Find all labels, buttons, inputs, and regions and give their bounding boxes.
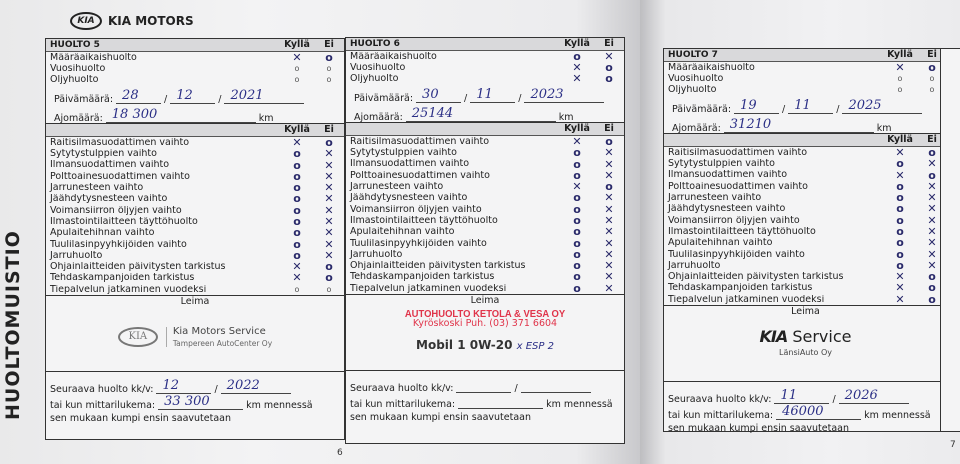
checked-mark[interactable]: ✕: [324, 203, 334, 217]
mileage-label: Ajomäärä:: [354, 111, 403, 123]
empty-circle[interactable]: o: [573, 225, 581, 239]
service-panel-5: [45, 38, 345, 440]
item-label: Ohjainlaitteiden päivitysten tarkistus: [668, 272, 844, 282]
page-number: 6: [337, 448, 343, 458]
top-item-row: [346, 62, 624, 73]
checked-mark[interactable]: ✕: [572, 134, 582, 148]
page-number: 7: [950, 440, 956, 450]
item-label: Jäähdytysnesteen vaihto: [350, 193, 468, 203]
km-by-label: km mennessä: [246, 399, 313, 411]
item-label: Määräaikaishuolto: [350, 51, 437, 62]
checked-mark[interactable]: ✕: [895, 292, 905, 306]
empty-circle[interactable]: o: [325, 271, 333, 285]
empty-circle[interactable]: o: [573, 157, 581, 171]
service-item-row: [346, 181, 624, 192]
date-field: Päivämäärä: 30 / 11 / 2023: [346, 84, 624, 103]
checked-mark[interactable]: ✕: [604, 202, 614, 216]
whichever-label: sen mukaan kumpi ensin saavutetaan: [50, 413, 231, 425]
empty-circle[interactable]: o: [928, 281, 936, 295]
checked-mark[interactable]: ✕: [927, 236, 937, 250]
empty-circle[interactable]: o: [326, 284, 332, 294]
date-month[interactable]: 12: [170, 89, 215, 104]
checked-mark[interactable]: ✕: [895, 145, 905, 159]
item-label: Vuosihuolto: [350, 62, 406, 73]
item-label: Jäähdytysnesteen vaihto: [668, 204, 786, 214]
checked-mark[interactable]: ✕: [604, 157, 614, 171]
top-item-row: [346, 73, 624, 84]
service-item-row: [664, 170, 947, 181]
empty-circle[interactable]: o: [325, 135, 333, 149]
service-item-row: [46, 148, 344, 159]
item-label: Jarrunesteen vaihto: [350, 182, 444, 192]
item-label: Raitisilmasuodattimen vaihto: [350, 136, 490, 147]
checked-mark[interactable]: ✕: [895, 270, 905, 284]
checked-mark[interactable]: ✕: [292, 50, 302, 64]
mileage-field: [664, 114, 947, 133]
service-item-row: [346, 272, 624, 283]
checked-mark[interactable]: ✕: [604, 49, 614, 63]
stamp-area: [46, 295, 344, 371]
mileage-value[interactable]: 31210: [724, 118, 874, 133]
empty-circle[interactable]: o: [928, 145, 936, 159]
checked-mark[interactable]: ✕: [895, 281, 905, 295]
item-label: Ilmansuodattimen vaihto: [668, 170, 788, 180]
date-label: Päivämäärä:: [354, 92, 414, 104]
service-panel-7: [663, 48, 948, 435]
service-item-row: [664, 158, 947, 169]
checked-mark[interactable]: ✕: [927, 179, 937, 193]
service-title: HUOLTO 5: [50, 39, 100, 50]
next-km[interactable]: [458, 394, 543, 409]
mileage-label: Ajomäärä:: [672, 122, 721, 134]
checked-mark[interactable]: ✕: [572, 60, 582, 74]
next-km[interactable]: 33 300: [158, 395, 243, 410]
checked-mark[interactable]: ✕: [604, 191, 614, 205]
checked-mark[interactable]: ✕: [604, 225, 614, 239]
service-item-row: [46, 227, 344, 238]
service-item-row: [664, 237, 947, 248]
empty-circle[interactable]: o: [325, 50, 333, 64]
next-year[interactable]: [521, 378, 591, 393]
date-year[interactable]: 2025: [842, 99, 922, 114]
empty-circle[interactable]: o: [928, 168, 936, 182]
no-header: Ei: [324, 124, 334, 136]
checked-mark[interactable]: ✕: [927, 258, 937, 272]
service-item-row: [664, 181, 947, 192]
item-label: Polttoainesuodattimen vaihto: [668, 181, 808, 192]
dealer-sub: Tampereen AutoCenter Oy: [172, 338, 273, 348]
empty-circle[interactable]: o: [293, 169, 301, 183]
empty-circle[interactable]: o: [293, 158, 301, 172]
date-year[interactable]: 2023: [524, 88, 604, 103]
checked-mark[interactable]: ✕: [324, 147, 334, 161]
item-label: Raitisilmasuodattimen vaihto: [668, 147, 808, 158]
kia-oval-logo: KIA: [70, 12, 102, 30]
checked-mark[interactable]: ✕: [927, 247, 937, 261]
empty-circle[interactable]: o: [573, 191, 581, 205]
checked-mark[interactable]: ✕: [604, 146, 614, 160]
checked-mark[interactable]: ✕: [324, 248, 334, 262]
item-label: Voimansiirron öljyjen vaihto: [50, 205, 182, 216]
item-label: Ilmansuodattimen vaihto: [50, 160, 170, 170]
empty-circle[interactable]: o: [573, 270, 581, 284]
km-unit: km: [558, 111, 574, 123]
no-header: Ei: [324, 39, 334, 51]
odometer-label: tai kun mittarilukema:: [350, 398, 456, 410]
checked-mark[interactable]: ✕: [604, 213, 614, 227]
service-item-row: [346, 159, 624, 170]
yes-header: Kyllä: [887, 49, 913, 61]
next-service: Seuraava huolto kk/v: / tai kun mittarilukema: km mennessä sen mukaan kumpi ensin saavutetaan: [346, 370, 624, 423]
km-unit: km: [258, 112, 274, 124]
empty-circle[interactable]: o: [573, 213, 581, 227]
item-label: Apulaitehihnan vaihto: [350, 227, 455, 237]
item-label: Öljyhuolto: [668, 84, 717, 95]
service-panel-8-partial: [940, 48, 960, 432]
empty-circle[interactable]: o: [897, 84, 903, 94]
checked-mark[interactable]: ✕: [604, 168, 614, 182]
top-item-row: [46, 52, 344, 63]
service-item-row: [46, 284, 344, 295]
item-label: Tehdaskampanjoiden tarkistus: [350, 272, 495, 282]
next-label: Seuraava huolto kk/v:: [668, 393, 772, 405]
item-label: Ohjainlaitteiden päivitysten tarkistus: [350, 261, 526, 271]
date-month[interactable]: 11: [788, 99, 833, 114]
whichever-label: sen mukaan kumpi ensin saavutetaan: [350, 412, 531, 424]
next-service: Seuraava huolto kk/v: 11 / 2026 tai kun mittarilukema: 46000 km mennessä sen mukaan kumpi ensin saavutetaan: [664, 381, 947, 434]
service-item-row: [346, 260, 624, 271]
checked-mark[interactable]: ✕: [604, 247, 614, 261]
item-label: Tuulilasinpyyhkijöiden vaihto: [50, 239, 187, 250]
empty-circle[interactable]: o: [293, 214, 301, 228]
item-label: Määräaikaishuolto: [668, 62, 755, 73]
service-item-row: [346, 249, 624, 260]
empty-circle[interactable]: o: [605, 60, 613, 74]
item-label: Apulaitehihnan vaihto: [50, 228, 155, 238]
item-label: Jarrunesteen vaihto: [50, 183, 144, 193]
kia-logo: KIA: [759, 326, 788, 346]
checked-mark[interactable]: ✕: [895, 60, 905, 74]
empty-circle[interactable]: o: [573, 236, 581, 250]
checked-mark[interactable]: ✕: [604, 281, 614, 295]
top-item-row: [664, 84, 947, 95]
stamp-label: Leima: [180, 296, 210, 308]
stamp-label: Leima: [470, 295, 500, 307]
service-item-row: [664, 203, 947, 214]
empty-circle[interactable]: o: [896, 224, 904, 238]
date-year[interactable]: 2021: [224, 89, 304, 104]
item-label: Sytytystulppien vaihto: [350, 148, 457, 158]
oil-sticker: Mobil 1 0W-20: [416, 337, 513, 352]
empty-circle[interactable]: o: [294, 74, 300, 84]
item-label: Ilmastointilaitteen täyttöhuolto: [350, 215, 498, 226]
whichever-label: sen mukaan kumpi ensin saavutetaan: [668, 423, 849, 435]
checked-mark[interactable]: ✕: [572, 71, 582, 85]
panel-header: [346, 38, 624, 51]
item-label: Öljyhuolto: [350, 73, 399, 84]
next-label: Seuraava huolto kk/v:: [50, 383, 154, 395]
checked-mark[interactable]: ✕: [572, 180, 582, 194]
empty-circle[interactable]: o: [293, 237, 301, 251]
km-unit: km: [876, 122, 892, 134]
service-item-row: [664, 147, 947, 158]
service-item-row: [664, 226, 947, 237]
item-label: Polttoainesuodattimen vaihto: [350, 170, 490, 181]
date-label: Päivämäärä:: [672, 103, 732, 115]
item-label: Tuulilasinpyyhkijöiden vaihto: [350, 238, 487, 249]
empty-circle[interactable]: o: [605, 134, 613, 148]
item-label: Jarruhuolto: [50, 250, 103, 261]
empty-circle[interactable]: o: [573, 168, 581, 182]
service-item-row: [664, 215, 947, 226]
item-label: Jarruhuolto: [350, 249, 403, 260]
km-by-label: km mennessä: [546, 398, 613, 410]
kia-motors-logo: [70, 12, 194, 30]
empty-circle[interactable]: o: [573, 281, 581, 295]
empty-circle[interactable]: o: [573, 247, 581, 261]
service-brand: Service: [792, 326, 852, 346]
yes-header: Kyllä: [284, 124, 310, 136]
next-service: Seuraava huolto kk/v: 12 / 2022 tai kun mittarilukema: 33 300 km mennessä sen mukaan kumpi ensin saavutetaan: [46, 371, 344, 424]
empty-circle[interactable]: o: [896, 236, 904, 250]
empty-circle[interactable]: o: [573, 146, 581, 160]
item-label: Polttoainesuodattimen vaihto: [50, 171, 190, 182]
empty-circle[interactable]: o: [294, 284, 300, 294]
empty-circle[interactable]: o: [325, 260, 333, 274]
checked-mark[interactable]: ✕: [927, 157, 937, 171]
next-km[interactable]: 46000: [776, 405, 861, 420]
odometer-label: tai kun mittarilukema:: [668, 409, 774, 421]
checked-mark[interactable]: ✕: [324, 169, 334, 183]
item-label: Raitisilmasuodattimen vaihto: [50, 137, 190, 148]
kia-logo: KIA: [118, 327, 158, 347]
empty-circle[interactable]: o: [896, 247, 904, 261]
item-label: Sytytystulppien vaihto: [668, 159, 775, 169]
no-header: Ei: [604, 123, 614, 135]
empty-circle[interactable]: o: [929, 84, 935, 94]
empty-circle[interactable]: o: [293, 203, 301, 217]
checked-mark[interactable]: ✕: [324, 214, 334, 228]
no-header: Ei: [927, 134, 937, 146]
mileage-value[interactable]: 25144: [406, 107, 556, 122]
item-label: Tiepalvelun jatkaminen vuodeksi: [668, 294, 825, 305]
empty-circle[interactable]: o: [573, 49, 581, 63]
checked-mark[interactable]: ✕: [324, 192, 334, 206]
item-label: Tiepalvelun jatkaminen vuodeksi: [50, 284, 207, 295]
next-year[interactable]: 2026: [839, 389, 909, 404]
date-day[interactable]: 19: [734, 99, 779, 114]
checked-mark[interactable]: ✕: [292, 271, 302, 285]
empty-circle[interactable]: o: [294, 63, 300, 73]
top-item-row: [664, 62, 947, 73]
item-label: Vuosihuolto: [668, 73, 724, 84]
empty-circle[interactable]: o: [928, 292, 936, 306]
service-title: HUOLTO 7: [668, 49, 718, 60]
empty-circle[interactable]: o: [293, 226, 301, 240]
empty-circle[interactable]: o: [605, 71, 613, 85]
stamp-area: [664, 305, 947, 381]
item-label: Ilmastointilaitteen täyttöhuolto: [50, 216, 198, 227]
next-month[interactable]: [456, 378, 511, 393]
stamp-area: [346, 294, 624, 370]
service-item-row: [46, 273, 344, 284]
service-title: HUOLTO 6: [350, 38, 400, 49]
top-item-row: [346, 51, 624, 62]
empty-circle[interactable]: o: [928, 270, 936, 284]
item-label: Ilmastointilaitteen täyttöhuolto: [668, 226, 816, 237]
checked-mark[interactable]: ✕: [324, 158, 334, 172]
empty-circle[interactable]: o: [293, 181, 301, 195]
empty-circle[interactable]: o: [326, 74, 332, 84]
empty-circle[interactable]: o: [326, 63, 332, 73]
service-item-row: [664, 192, 947, 203]
date-month[interactable]: 11: [470, 88, 515, 103]
empty-circle[interactable]: o: [293, 248, 301, 262]
service-item-row: [346, 170, 624, 181]
checked-mark[interactable]: ✕: [292, 135, 302, 149]
checked-mark[interactable]: ✕: [927, 191, 937, 205]
service-item-row: [346, 204, 624, 215]
item-label: Sytytystulppien vaihto: [50, 149, 157, 159]
date-day[interactable]: 28: [116, 89, 161, 104]
item-label: Tehdaskampanjoiden tarkistus: [668, 283, 813, 293]
empty-circle[interactable]: o: [896, 213, 904, 227]
date-field: Päivämäärä: 28 / 12 / 2021: [46, 85, 344, 104]
item-label: Voimansiirron öljyjen vaihto: [350, 204, 482, 215]
item-label: Voimansiirron öljyjen vaihto: [668, 215, 800, 226]
date-label: Päivämäärä:: [54, 93, 114, 105]
service-item-row: [346, 136, 624, 147]
no-header: Ei: [927, 49, 937, 61]
service-item-row: [346, 283, 624, 294]
empty-circle[interactable]: o: [897, 73, 903, 83]
dealer-sub: LänsiAuto Oy: [779, 347, 832, 357]
service-item-row: [664, 294, 947, 305]
checked-mark[interactable]: ✕: [604, 270, 614, 284]
handwritten-note: x ESP 2: [516, 340, 554, 352]
service-item-row: [346, 215, 624, 226]
odometer-label: tai kun mittarilukema:: [50, 399, 156, 411]
item-label: Ilmansuodattimen vaihto: [350, 159, 470, 169]
checked-mark[interactable]: ✕: [324, 226, 334, 240]
yes-header: Kyllä: [564, 38, 590, 50]
item-label: Tiepalvelun jatkaminen vuodeksi: [350, 283, 507, 294]
service-item-row: [346, 192, 624, 203]
next-month[interactable]: 11: [774, 389, 829, 404]
top-item-row: [46, 63, 344, 74]
empty-circle[interactable]: o: [573, 259, 581, 273]
side-title: HUOLTOMUISTIO: [2, 230, 24, 420]
yes-header: Kyllä: [284, 39, 310, 51]
empty-circle[interactable]: o: [896, 202, 904, 216]
service-item-row: [664, 249, 947, 260]
checked-mark[interactable]: ✕: [927, 202, 937, 216]
km-by-label: km mennessä: [864, 409, 931, 421]
empty-circle[interactable]: o: [896, 179, 904, 193]
item-label: Öljyhuolto: [50, 74, 99, 85]
next-label: Seuraava huolto kk/v:: [350, 382, 454, 394]
mileage-field: [46, 104, 344, 123]
top-item-row: [664, 73, 947, 84]
top-item-row: [46, 74, 344, 85]
next-year[interactable]: 2022: [221, 379, 291, 394]
item-label: Vuosihuolto: [50, 63, 106, 74]
checked-mark[interactable]: ✕: [324, 237, 334, 251]
checked-mark[interactable]: ✕: [292, 260, 302, 274]
empty-circle[interactable]: o: [929, 73, 935, 83]
checked-mark[interactable]: ✕: [895, 168, 905, 182]
stamp-phone: Kyröskoski Puh. (03) 371 6604: [412, 318, 558, 330]
item-label: Apulaitehihnan vaihto: [668, 238, 773, 248]
date-day[interactable]: 30: [416, 88, 461, 103]
item-label: Jarrunesteen vaihto: [668, 193, 762, 203]
empty-circle[interactable]: o: [928, 60, 936, 74]
empty-circle[interactable]: o: [896, 191, 904, 205]
empty-circle[interactable]: o: [293, 147, 301, 161]
item-label: Jäähdytysnesteen vaihto: [50, 194, 168, 204]
empty-circle[interactable]: o: [896, 258, 904, 272]
checked-mark[interactable]: ✕: [324, 181, 334, 195]
checked-mark[interactable]: ✕: [927, 213, 937, 227]
empty-circle[interactable]: o: [293, 192, 301, 206]
item-label: Ohjainlaitteiden päivitysten tarkistus: [50, 262, 226, 272]
service-item-row: [346, 238, 624, 249]
checked-mark[interactable]: ✕: [927, 224, 937, 238]
item-label: Jarruhuolto: [668, 260, 721, 271]
next-month[interactable]: 12: [156, 379, 211, 394]
service-item-row: [346, 147, 624, 158]
empty-circle[interactable]: o: [573, 202, 581, 216]
mileage-value[interactable]: 18 300: [106, 108, 256, 123]
yes-header: Kyllä: [887, 134, 913, 146]
dealer-name: Kia Motors Service: [172, 325, 266, 337]
service-item-row: [346, 226, 624, 237]
stamp-dealer-name: AUTOHUOLTO KETOLA & VESA OY: [404, 307, 566, 320]
mileage-field: [346, 103, 624, 122]
service-panel-6: [345, 37, 625, 444]
mileage-label: Ajomäärä:: [54, 112, 103, 124]
brand-name: KIA MOTORS: [108, 14, 194, 28]
empty-circle[interactable]: o: [605, 180, 613, 194]
stamp-label: Leima: [791, 306, 820, 318]
no-header: Ei: [604, 38, 614, 50]
items-header: [346, 123, 624, 136]
checked-mark[interactable]: ✕: [604, 236, 614, 250]
item-label: Määräaikaishuolto: [50, 52, 137, 63]
checked-mark[interactable]: ✕: [604, 259, 614, 273]
empty-circle[interactable]: o: [896, 157, 904, 171]
date-field: Päivämäärä: 19 / 11 / 2025: [664, 95, 947, 114]
item-label: Tuulilasinpyyhkijöiden vaihto: [668, 249, 805, 260]
item-label: Tehdaskampanjoiden tarkistus: [50, 273, 195, 283]
yes-header: Kyllä: [564, 123, 590, 135]
